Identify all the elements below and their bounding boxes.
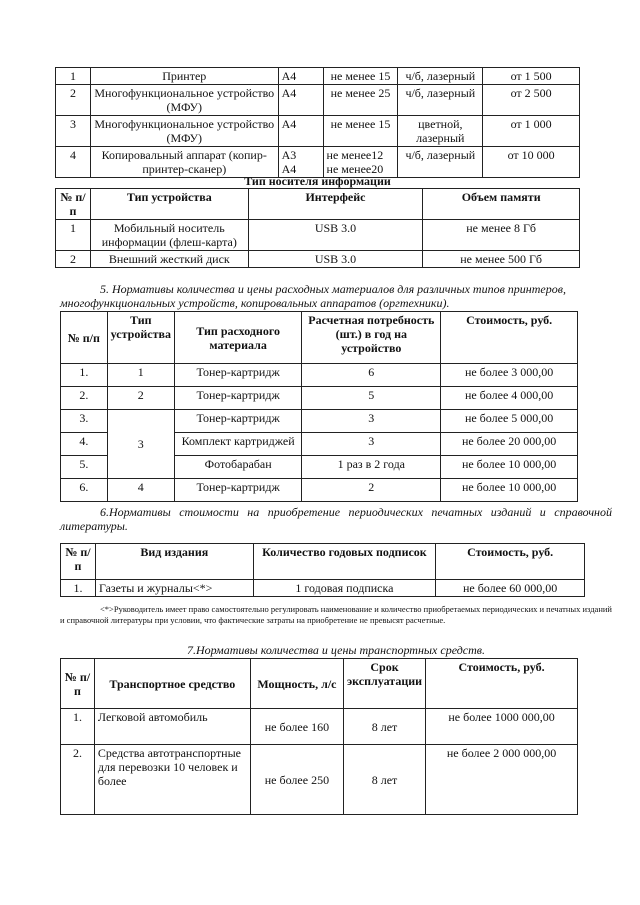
- material-type: Тонер-картридж: [174, 410, 301, 433]
- header-row: [61, 659, 578, 709]
- vehicle-name: Легковой автомобиль: [94, 709, 250, 745]
- power: не более 160: [250, 709, 343, 745]
- row-number: 4.: [61, 433, 108, 456]
- quantity: 3: [302, 410, 441, 433]
- consumables-table: [60, 311, 578, 502]
- column-header: Стоимость, руб.: [441, 312, 578, 364]
- material-type: Комплект картриджей: [174, 433, 301, 456]
- paper-format: А4: [278, 116, 323, 147]
- section-5-heading: 5. Нормативы количества и цены расходных материалов для различных типов принтеров, многофункциональных устройств, копировальных аппаратов (оргтехники).: [60, 282, 566, 310]
- equipment-table: [55, 67, 580, 178]
- table-row: [61, 709, 578, 745]
- column-header: Вид издания: [95, 544, 253, 580]
- device-name: Копировальный аппарат (копир-принтер-сканер): [90, 147, 278, 178]
- table-row: [56, 220, 580, 251]
- section-7-heading: 7.Нормативы количества и цены транспортных средств.: [186, 643, 486, 657]
- table-row: [56, 116, 580, 147]
- publication-kind: Газеты и журналы<*>: [95, 580, 253, 597]
- subscription-count: 1 годовая подписка: [253, 580, 436, 597]
- table-row: [61, 745, 578, 815]
- periodicals-table: [60, 543, 585, 597]
- cost: не более 10 000,00: [441, 456, 578, 479]
- material-type: Тонер-картридж: [174, 479, 301, 502]
- vehicle-name: Средства автотранспортные для перевозки 10 человек и более: [94, 745, 250, 815]
- device-type: 3: [107, 410, 174, 479]
- quantity: 5: [302, 387, 441, 410]
- row-number: 6.: [61, 479, 108, 502]
- cost: не более 10 000,00: [441, 479, 578, 502]
- row-number: 2: [56, 85, 91, 116]
- cost: не более 20 000,00: [441, 433, 578, 456]
- table-row: [61, 479, 578, 502]
- column-header: Количество годовых подписок: [253, 544, 436, 580]
- device-type: Внешний жесткий диск: [90, 251, 248, 268]
- price: от 2 500: [483, 85, 580, 116]
- device-type: 4: [107, 479, 174, 502]
- header-row: [56, 189, 580, 220]
- column-header: № п/п: [61, 544, 96, 580]
- table-row: [56, 85, 580, 116]
- print-type: ч/б, лазерный: [398, 85, 483, 116]
- row-number: 1.: [61, 364, 108, 387]
- column-header: № п/п: [61, 659, 95, 709]
- table-row: [61, 580, 585, 597]
- table-row: [56, 147, 580, 178]
- material-type: Тонер-картридж: [174, 387, 301, 410]
- price: от 10 000: [483, 147, 580, 178]
- section-6-heading: 6.Нормативы стоимости на приобретение периодических печатных изданий и справочной литературы.: [60, 505, 612, 533]
- row-number: 2.: [61, 745, 95, 815]
- column-header: Тип расходного материала: [174, 312, 301, 364]
- device-name: Принтер: [90, 68, 278, 85]
- paper-format: А3 А4: [278, 147, 323, 178]
- device-name: Многофункциональное устройство (МФУ): [90, 85, 278, 116]
- price: от 1 000: [483, 116, 580, 147]
- service-term: 8 лет: [343, 745, 425, 815]
- service-term: 8 лет: [343, 709, 425, 745]
- material-type: Тонер-картридж: [174, 364, 301, 387]
- power: не более 250: [250, 745, 343, 815]
- memory: не менее 500 Гб: [423, 251, 580, 268]
- print-speed: не менее12 не менее20: [323, 147, 398, 178]
- column-header: № п/п: [56, 189, 91, 220]
- storage-table: [55, 188, 580, 268]
- cost: не более 60 000,00: [436, 580, 585, 597]
- print-type: ч/б, лазерный: [398, 147, 483, 178]
- table-row: [61, 364, 578, 387]
- cost: не более 3 000,00: [441, 364, 578, 387]
- memory: не менее 8 Гб: [423, 220, 580, 251]
- row-number: 1.: [61, 709, 95, 745]
- row-number: 5.: [61, 456, 108, 479]
- material-type: Фотобарабан: [174, 456, 301, 479]
- device-type: 2: [107, 387, 174, 410]
- row-number: 3: [56, 116, 91, 147]
- header-row: [61, 312, 578, 364]
- column-header: Тип устройства: [90, 189, 248, 220]
- row-number: 1: [56, 220, 91, 251]
- interface: USB 3.0: [248, 251, 423, 268]
- column-header: Срок эксплуатации: [343, 659, 425, 709]
- row-number: 1: [56, 68, 91, 85]
- quantity: 3: [302, 433, 441, 456]
- footnote: <*>Руководитель имеет право самостоятельно регулировать наименование и количество приобретаемых периодических и печатных изданий и справочной литературы при условии, что фактические затраты на приобретение не превысят расчетные.: [60, 604, 612, 625]
- column-header: Расчетная потребность (шт.) в год на устройство: [302, 312, 441, 364]
- print-type: цветной, лазерный: [398, 116, 483, 147]
- table-row: [56, 68, 580, 85]
- quantity: 2: [302, 479, 441, 502]
- device-type: Мобильный носитель информации (флеш-карта): [90, 220, 248, 251]
- column-header: Стоимость, руб.: [426, 659, 578, 709]
- device-type: 1: [107, 364, 174, 387]
- column-header: Интерфейс: [248, 189, 423, 220]
- print-type: ч/б, лазерный: [398, 68, 483, 85]
- table-row: [61, 387, 578, 410]
- column-header: № п/п: [61, 312, 108, 364]
- row-number: 1.: [61, 580, 96, 597]
- column-header: Транспортное средство: [94, 659, 250, 709]
- paper-format: А4: [278, 85, 323, 116]
- row-number: 3.: [61, 410, 108, 433]
- table-row: [61, 410, 578, 433]
- cost: не более 2 000 000,00: [426, 745, 578, 815]
- cost: не более 4 000,00: [441, 387, 578, 410]
- interface: USB 3.0: [248, 220, 423, 251]
- print-speed: не менее 15: [323, 116, 398, 147]
- row-number: 2.: [61, 387, 108, 410]
- table-row: [56, 251, 580, 268]
- cost: не более 1000 000,00: [426, 709, 578, 745]
- column-header: Стоимость, руб.: [436, 544, 585, 580]
- print-speed: не менее 25: [323, 85, 398, 116]
- row-number: 4: [56, 147, 91, 178]
- device-name: Многофункциональное устройство (МФУ): [90, 116, 278, 147]
- price: от 1 500: [483, 68, 580, 85]
- storage-table-title: Тип носителя информации: [244, 174, 391, 188]
- row-number: 2: [56, 251, 91, 268]
- print-speed: не менее 15: [323, 68, 398, 85]
- quantity: 6: [302, 364, 441, 387]
- quantity: 1 раз в 2 года: [302, 456, 441, 479]
- column-header: Тип устройства: [107, 312, 174, 364]
- column-header: Мощность, л/с: [250, 659, 343, 709]
- paper-format: А4: [278, 68, 323, 85]
- header-row: [61, 544, 585, 580]
- vehicles-table: [60, 658, 578, 815]
- cost: не более 5 000,00: [441, 410, 578, 433]
- column-header: Объем памяти: [423, 189, 580, 220]
